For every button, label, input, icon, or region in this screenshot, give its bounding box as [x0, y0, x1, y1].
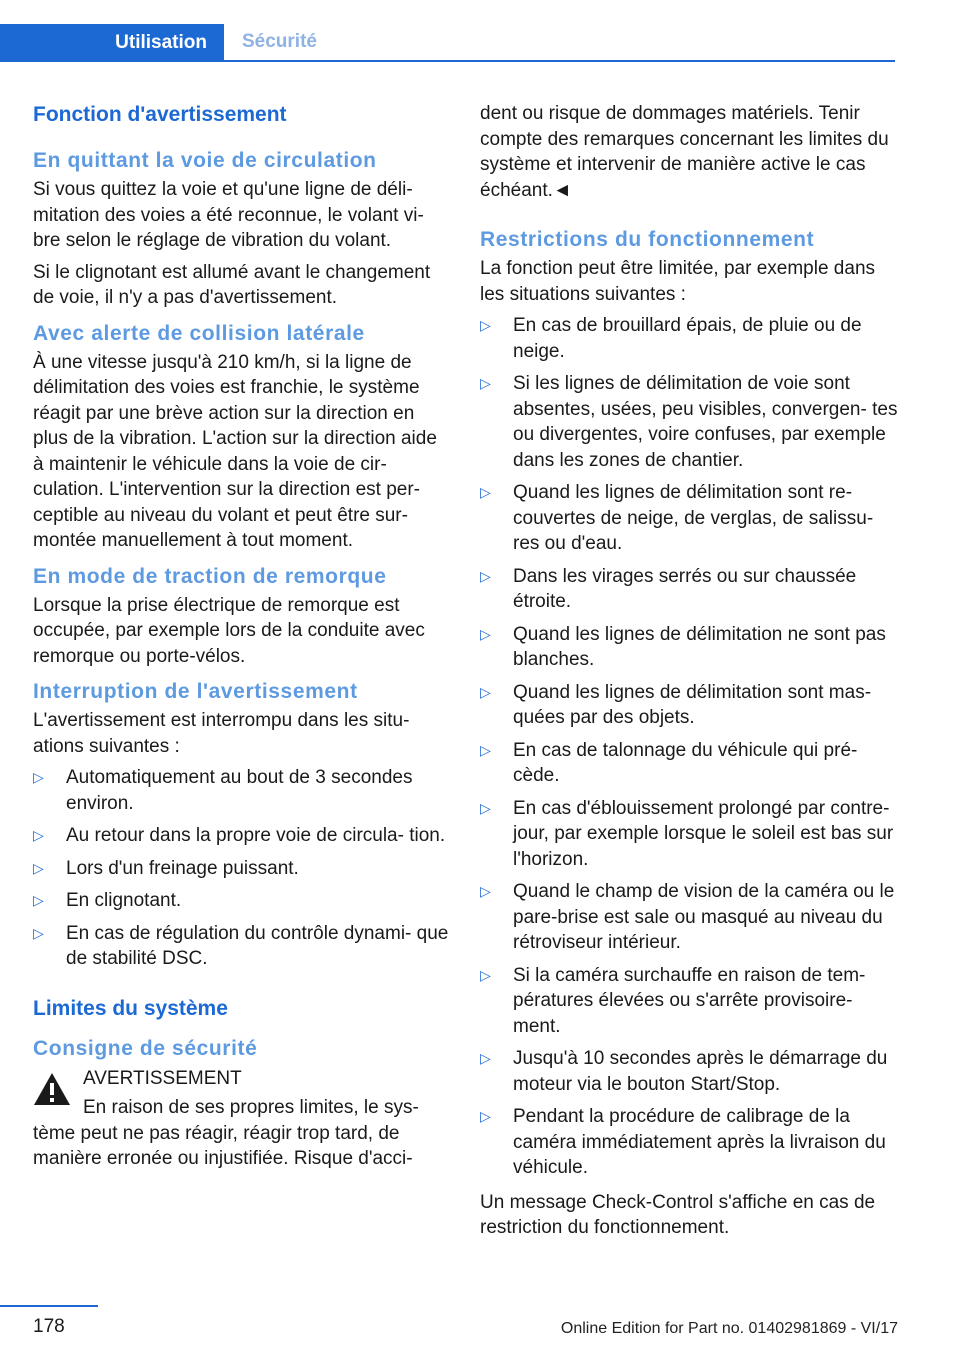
list-item: ▷ Quand les lignes de délimitation sont re- couvertes de neige, de verglas, de salissu- res ou d'eau.: [480, 482, 874, 554]
warning-triangle-icon: [33, 1072, 71, 1106]
list-item: ▷ Quand les lignes de délimitation sont mas- quées par des objets.: [480, 681, 872, 728]
bullet-triangle-icon: ▷: [480, 883, 491, 899]
footer-edition: Online Edition for Part no. 01402981869 - VI/17: [560, 1320, 898, 1337]
interruption-list: [33, 765, 451, 972]
list-item: ▷ En cas de talonnage du véhicule qui pré- cède.: [480, 739, 858, 786]
warning-label: AVERTISSEMENT: [83, 1067, 242, 1089]
paragraph: À une vitesse jusqu'à 210 km/h, si la ligne de délimitation des voies est franchie, le système réagit par une brève action sur la direction en plus de la vibration. L'action sur la direction aide à maintenir le véhicule dans la voie de cir- culation. L'intervention sur la direction est per- ceptible au niveau du volant et peut être sur- montée manuellement à tout moment.: [33, 351, 437, 551]
warning-text-continued: tème peut ne pas réagir, réagir trop tard, de manière erronée ou injustifiée. Risque d'acci-: [33, 1122, 413, 1169]
left-column: [33, 100, 451, 1172]
paragraph: Si le clignotant est allumé avant le changement de voie, il n'y a pas d'avertissement.: [33, 261, 431, 308]
list-item: ▷ En cas de brouillard épais, de pluie ou de neige.: [480, 315, 862, 362]
heading-trailer-mode: En mode de traction de remorque: [33, 564, 387, 588]
list-item: ▷ Si les lignes de délimitation de voie sont absentes, usées, peu visibles, convergen- tes ou divergentes, voire confuses, par exemple dans les zones de chantier.: [480, 373, 898, 471]
paragraph: Si vous quittez la voie et qu'une ligne de déli- mitation des voies a été reconnue, le volant vi- bre selon le réglage de vibration du volant.: [33, 179, 424, 251]
list-item: ▷ En cas d'éblouissement prolongé par contre-jour, par exemple lorsque le soleil est bas sur l'horizon.: [480, 797, 894, 870]
paragraph: Lorsque la prise électrique de remorque est occupée, par exemple lors de la conduite avec remorque ou porte-vélos.: [33, 594, 425, 667]
section-title-system-limits: Limites du système: [33, 996, 228, 1020]
bullet-triangle-icon: ▷: [33, 859, 44, 876]
bullet-triangle-icon: ▷: [480, 484, 491, 500]
restrictions-list: [480, 313, 898, 1181]
list-item: ▷ Au retour dans la propre voie de circula- tion.: [33, 823, 451, 849]
heading-restrictions: Restrictions du fonctionnement: [480, 228, 815, 251]
bullet-triangle-icon: ▷: [480, 683, 491, 700]
paragraph: Un message Check-Control s'affiche en cas de restriction du fonctionnement.: [480, 1191, 876, 1238]
bullet-triangle-icon: ▷: [480, 375, 491, 391]
list-item: ▷ En clignotant.: [33, 888, 451, 914]
list-item: ▷ Quand les lignes de délimitation ne sont pas blanches.: [480, 623, 886, 670]
list-item: ▷ Si la caméra surchauffe en raison de tem- pératures élevées ou s'arrête provisoire- ment.: [480, 964, 866, 1037]
bullet-triangle-icon: ▷: [480, 966, 491, 983]
paragraph: La fonction peut être limitée, par exemple dans les situations suivantes :: [480, 258, 876, 305]
bullet-triangle-icon: ▷: [480, 741, 491, 758]
bullet-triangle-icon: ▷: [480, 799, 491, 816]
bullet-triangle-icon: ▷: [33, 827, 44, 843]
heading-leaving-lane: En quittant la voie de circulation: [33, 149, 377, 172]
heading-safety-notice: Consigne de sécurité: [33, 1036, 258, 1060]
heading-warning-interruption: Interruption de l'avertissement: [33, 680, 358, 703]
bullet-triangle-icon: ▷: [480, 567, 491, 584]
list-item: ▷ Quand le champ de vision de la caméra ou le pare-brise est sale ou masqué au niveau du rétroviseur intérieur.: [480, 881, 895, 953]
list-item: ▷ Dans les virages serrés ou sur chaussée étroite.: [480, 565, 857, 612]
bullet-triangle-icon: ▷: [480, 1108, 491, 1124]
warning-text: En raison de ses propres limites, le sys-: [83, 1097, 419, 1118]
list-item: ▷ Automatiquement au bout de 3 secondes environ.: [33, 767, 413, 814]
bullet-triangle-icon: ▷: [33, 769, 44, 785]
bullet-triangle-icon: ▷: [480, 625, 491, 642]
bullet-triangle-icon: ▷: [33, 924, 44, 941]
tab-underline: [0, 60, 895, 62]
bullet-triangle-icon: ▷: [33, 892, 44, 908]
tab-securite[interactable]: Sécurité: [242, 31, 317, 52]
heading-side-collision: Avec alerte de collision latérale: [33, 321, 365, 345]
list-item: ▷ En cas de régulation du contrôle dynami- que de stabilité DSC.: [33, 922, 449, 969]
section-tabs: [0, 0, 960, 62]
page-number-bar: [0, 1305, 98, 1307]
list-item: ▷ Pendant la procédure de calibrage de la caméra immédiatement après la livraison du véhicule.: [480, 1106, 886, 1178]
bullet-triangle-icon: ▷: [480, 317, 491, 333]
warning-notice: [33, 1066, 451, 1172]
section-title-warning-function: Fonction d'avertissement: [33, 103, 287, 126]
list-item: ▷ Jusqu'à 10 secondes après le démarrage du moteur via le bouton Start/Stop.: [480, 1048, 888, 1095]
bullet-triangle-icon: ▷: [480, 1050, 491, 1066]
right-column: [480, 101, 898, 1247]
warning-text-continuation: dent ou risque de dommages matériels. Tenir compte des remarques concernant les limites du système et intervenir de manière active le cas échéant.◄: [480, 103, 889, 201]
paragraph: L'avertissement est interrompu dans les situ- ations suivantes :: [33, 710, 410, 757]
page-number: 178: [33, 1316, 65, 1337]
list-item: ▷ Lors d'un freinage puissant.: [33, 856, 451, 882]
tab-utilisation[interactable]: Utilisation: [0, 24, 224, 62]
